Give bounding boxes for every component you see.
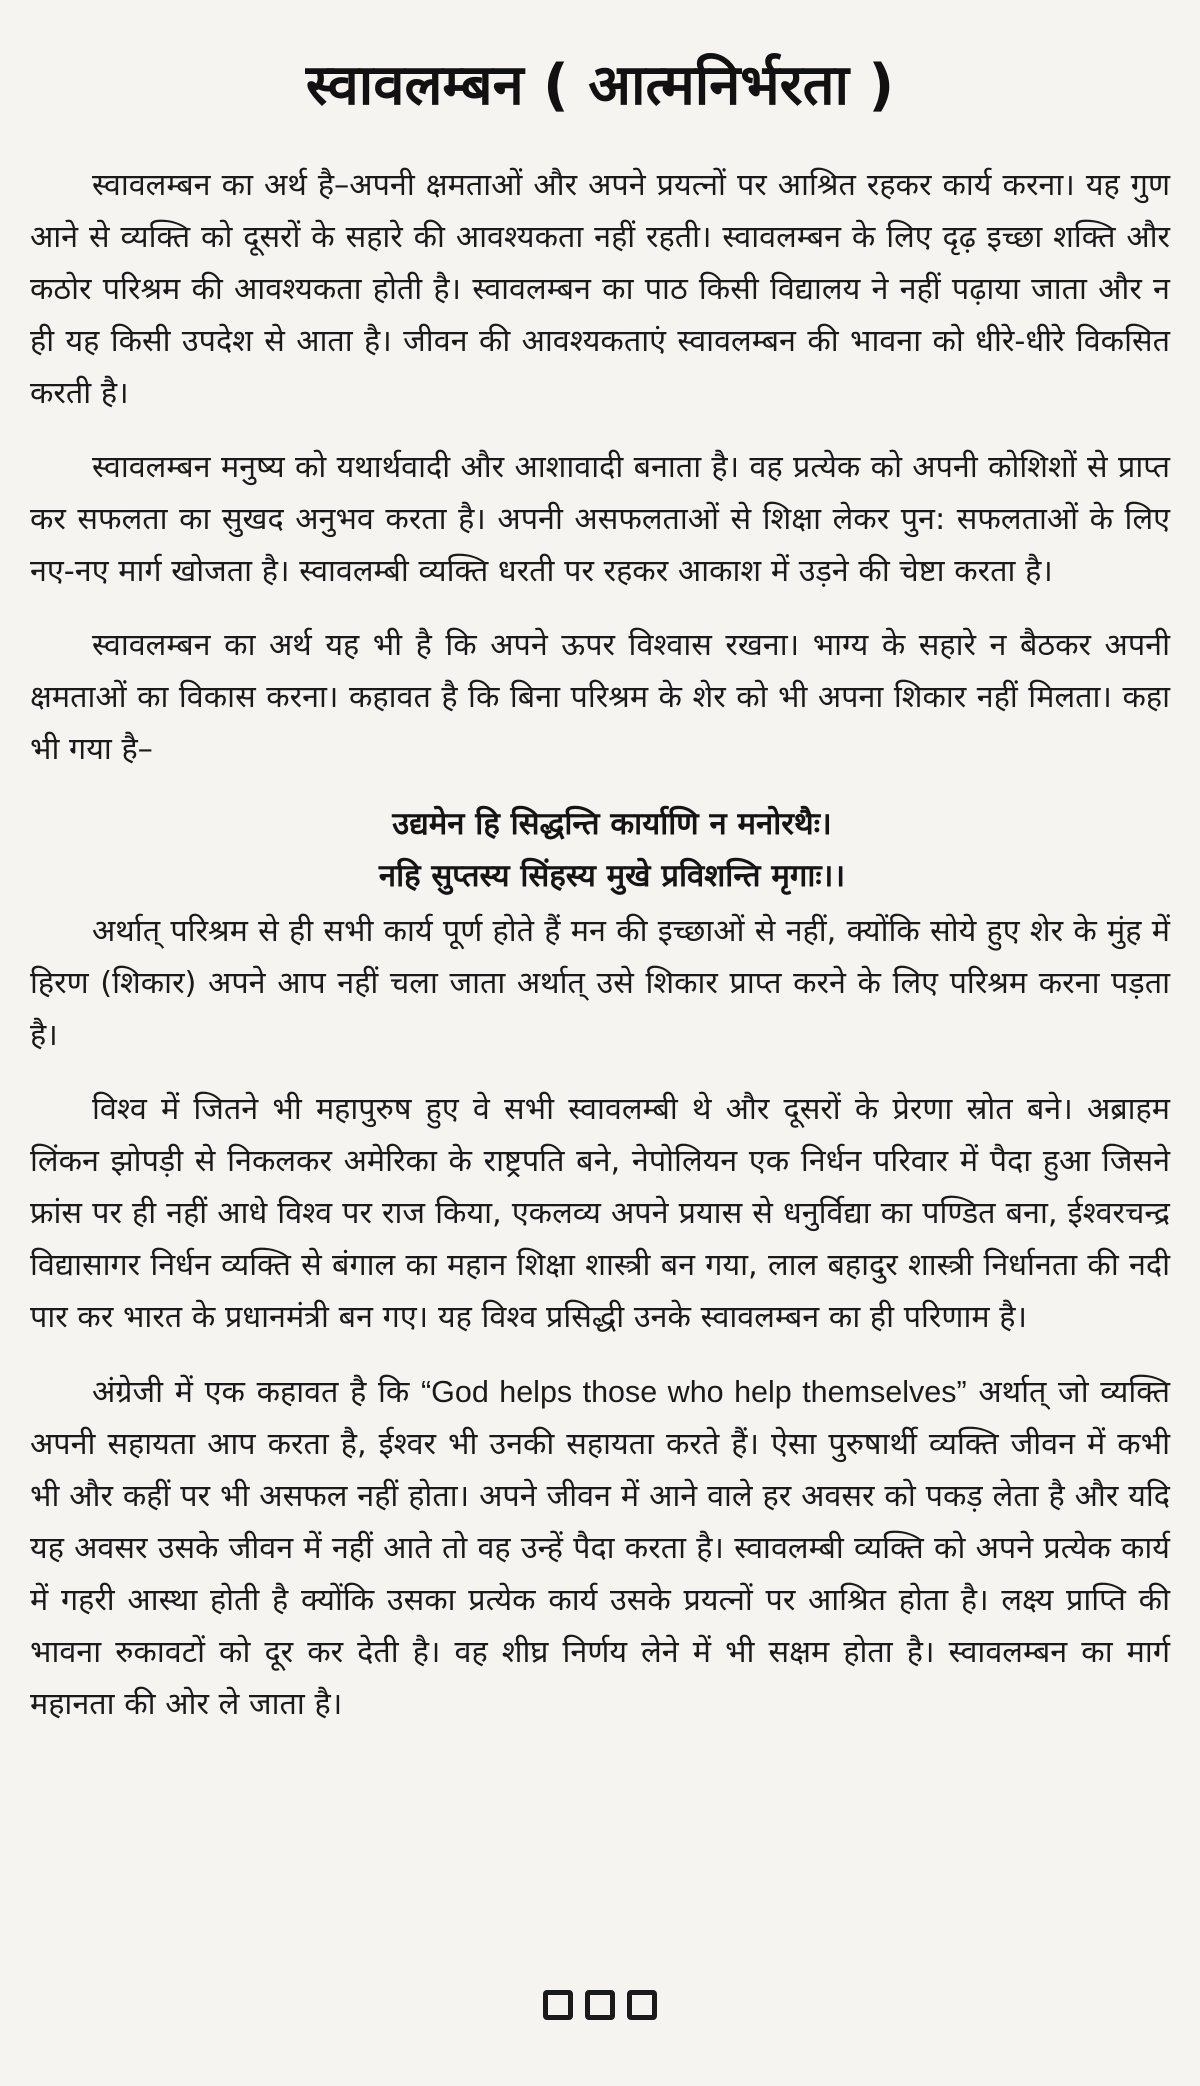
paragraph-6-rest: अर्थात् जो व्यक्ति अपनी सहायता आप करता है, ईश्वर भी उनकी सहायता करते हैं। ऐसा पुरुषार्थी व्यक्ति जीवन में कभी भी और कहीं पर भी असफल नहीं होता। अपने जीवन में आने वाले हर अवसर को पकड़ लेता है और यदि यह अवसर उसके जीवन में नहीं आते तो वह उन्हें पैदा करता है। स्वावलम्बी व्यक्ति को अपने प्रत्येक कार्य में गहरी आस्था होती है क्योंकि उसका प्रत्येक कार्य उसके प्रयत्नों पर आश्रित होता है। लक्ष्य प्राप्ति की भावना रुकावटों को दूर कर देती है। वह शीघ्र निर्णय लेने में भी सक्षम होता है। स्वावलम्बन का मार्ग महानता की ओर ले जाता है। <box>30 1375 1171 1722</box>
end-mark-box <box>543 1990 573 2020</box>
sanskrit-verse-line-2: नहि सुप्तस्य सिंहस्य मुखे प्रविशन्ति मृगाः।। <box>378 858 846 894</box>
paragraph-6-lead: अंग्रेजी में एक कहावत है कि <box>92 1375 410 1410</box>
paragraph-4: अर्थात् परिश्रम से ही सभी कार्य पूर्ण होते हैं मन की इच्छाओं से नहीं, क्योंकि सोये हुए शेर के मुंह में हिरण (शिकार) अपने आप नहीं चला जाता अर्थात् उसे शिकार प्राप्त करने के लिए परिश्रम करना पड़ता है। <box>30 914 1170 1053</box>
paragraph-5: विश्व में जितने भी महापुरुष हुए वे सभी स्वावलम्बी थे और दूसरों के प्रेरणा स्रोत बने। अब्राहम लिंकन झोपड़ी से निकलकर अमेरिका के राष्ट्रपति बने, नेपोलियन एक निर्धन परिवार में पैदा हुआ जिसने फ्रांस पर ही नहीं आधे विश्व पर राज किया, एकलव्य अपने प्रयास से धनुर्विद्या का पण्डित बना, ईश्वरचन्द्र विद्यासागर निर्धन व्यक्ति से बंगाल का महान शिक्षा शास्त्री बन गया, लाल बहादुर शास्त्री निर्धानता की नदी पार कर भारत के प्रधानमंत्री बन गए। यह विश्व प्रसिद्धी उनके स्वावलम्बन का ही परिणाम है। <box>30 1092 1170 1335</box>
paragraph-2: स्वावलम्बन मनुष्य को यथार्थवादी और आशावादी बनाता है। वह प्रत्येक को अपनी कोशिशों से प्राप्त कर सफलता का सुखद अनुभव करता है। अपनी असफलताओं से शिक्षा लेकर पुन: सफलताओं के लिए नए-नए मार्ग खोजता है। स्वावलम्बी व्यक्ति धरती पर रहकर आकाश में उड़ने की चेष्टा करता है। <box>30 450 1170 589</box>
end-mark-box <box>627 1990 657 2020</box>
paragraph-6 <box>30 1366 1170 1731</box>
paragraph-1: स्वावलम्बन का अर्थ है–अपनी क्षमताओं और अपने प्रयत्नों पर आश्रित रहकर कार्य करना। यह गुण आने से व्यक्ति को दूसरों के सहारे की आवश्यकता नहीं रहती। स्वावलम्बन के लिए दृढ़ इच्छा शक्ति और कठोर परिश्रम की आवश्यकता होती है। स्वावलम्बन का पाठ किसी विद्यालय ने नहीं पढ़ाया जाता और न ही यह किसी उपदेश से आता है। जीवन की आवश्यकताएं स्वावलम्बन की भावना को धीरे-धीरे विकसित करती है। <box>30 168 1170 411</box>
page-title: स्वावलम्बन ( आत्मनिर्भरता ) <box>305 53 895 118</box>
paragraph-3: स्वावलम्बन का अर्थ यह भी है कि अपने ऊपर विश्वास रखना। भाग्य के सहारे न बैठकर अपनी क्षमताओं का विकास करना। कहावत है कि बिना परिश्रम के शेर को भी अपना शिकार नहीं मिलता। कहा भी गया है– <box>30 628 1170 767</box>
english-proverb-quote: “God helps those who help themselves” <box>421 1375 967 1409</box>
end-of-text-marks <box>0 1990 1200 2020</box>
sanskrit-verse-line-1: उद्यमेन हि सिद्धन्ति कार्याणि न मनोरथैः। <box>392 806 832 842</box>
end-mark-box <box>585 1990 615 2020</box>
